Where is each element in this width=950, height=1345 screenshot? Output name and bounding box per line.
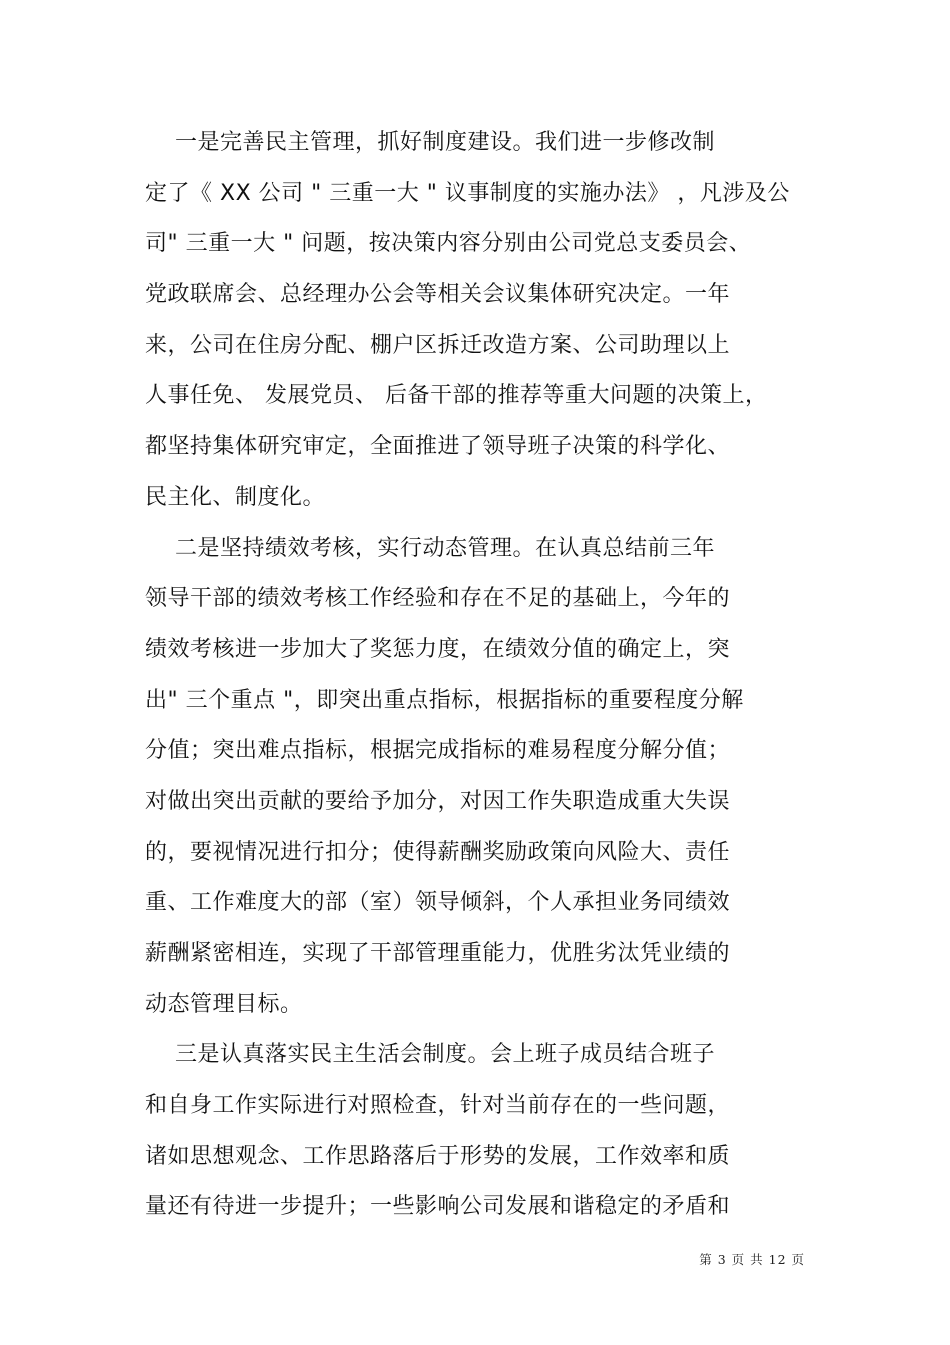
text-line: 的，要视情况进行扣分；使得薪酬奖励政策向风险大、责任 [145,839,731,865]
text-line: 民主化、制度化。 [145,484,326,510]
text-line: 诸如思想观念、工作思路落后于形势的发展，工作效率和质 [145,1143,731,1169]
text-line: 领导干部的绩效考核工作经验和存在不足的基础上，今年的 [145,586,731,612]
text-line: 和自身工作实际进行对照检查，针对当前存在的一些问题， [145,1093,731,1119]
text-line: 绩效考核进一步加大了奖惩力度，在绩效分值的确定上，突 [145,636,731,662]
page-number: 第 3 页 共 12 页 [699,1252,805,1267]
text-line: 薪酬紧密相连，实现了干部管理重能力，优胜劣汰凭业绩的 [145,941,731,966]
text-line: 对做出突出贡献的要给予加分，对因工作失职造成重大失误 [145,788,731,814]
text-line: 三是认真落实民主生活会制度。会上班子成员结合班子 [145,1042,715,1068]
body-text [145,118,805,1233]
text-line: 一是完善民主管理，抓好制度建设。我们进一步修改制 [145,130,715,155]
text-line: 定了《 XX 公司 " 三重一大 " 议事制度的实施办法》 ，凡涉及公 [145,180,790,206]
text-line: 人事任免、 发展党员、 后备干部的推荐等重大问题的决策上， [145,383,768,409]
text-line: 出" 三个重点 "，即突出重点指标，根据指标的重要程度分解 [145,687,744,713]
text-line: 二是坚持绩效考核，实行动态管理。在认真总结前三年 [145,535,715,561]
text-line: 司" 三重一大 " 问题，按决策内容分别由公司党总支委员会、 [145,231,752,257]
text-line: 重、工作难度大的部（室）领导倾斜，个人承担业务同绩效 [145,890,731,916]
text-line: 来，公司在住房分配、棚户区拆迁改造方案、公司助理以上 [145,332,731,358]
text-line: 动态管理目标。 [145,991,303,1017]
text-line: 都坚持集体研究审定，全面推进了领导班子决策的科学化、 [145,434,731,460]
text-line: 量还有待进一步提升；一些影响公司发展和谐稳定的矛盾和 [145,1194,731,1220]
text-line: 分值；突出难点指标，根据完成指标的难易程度分解分值； [145,738,731,764]
text-line: 党政联席会、总经理办公会等相关会议集体研究决定。一年 [145,282,731,308]
